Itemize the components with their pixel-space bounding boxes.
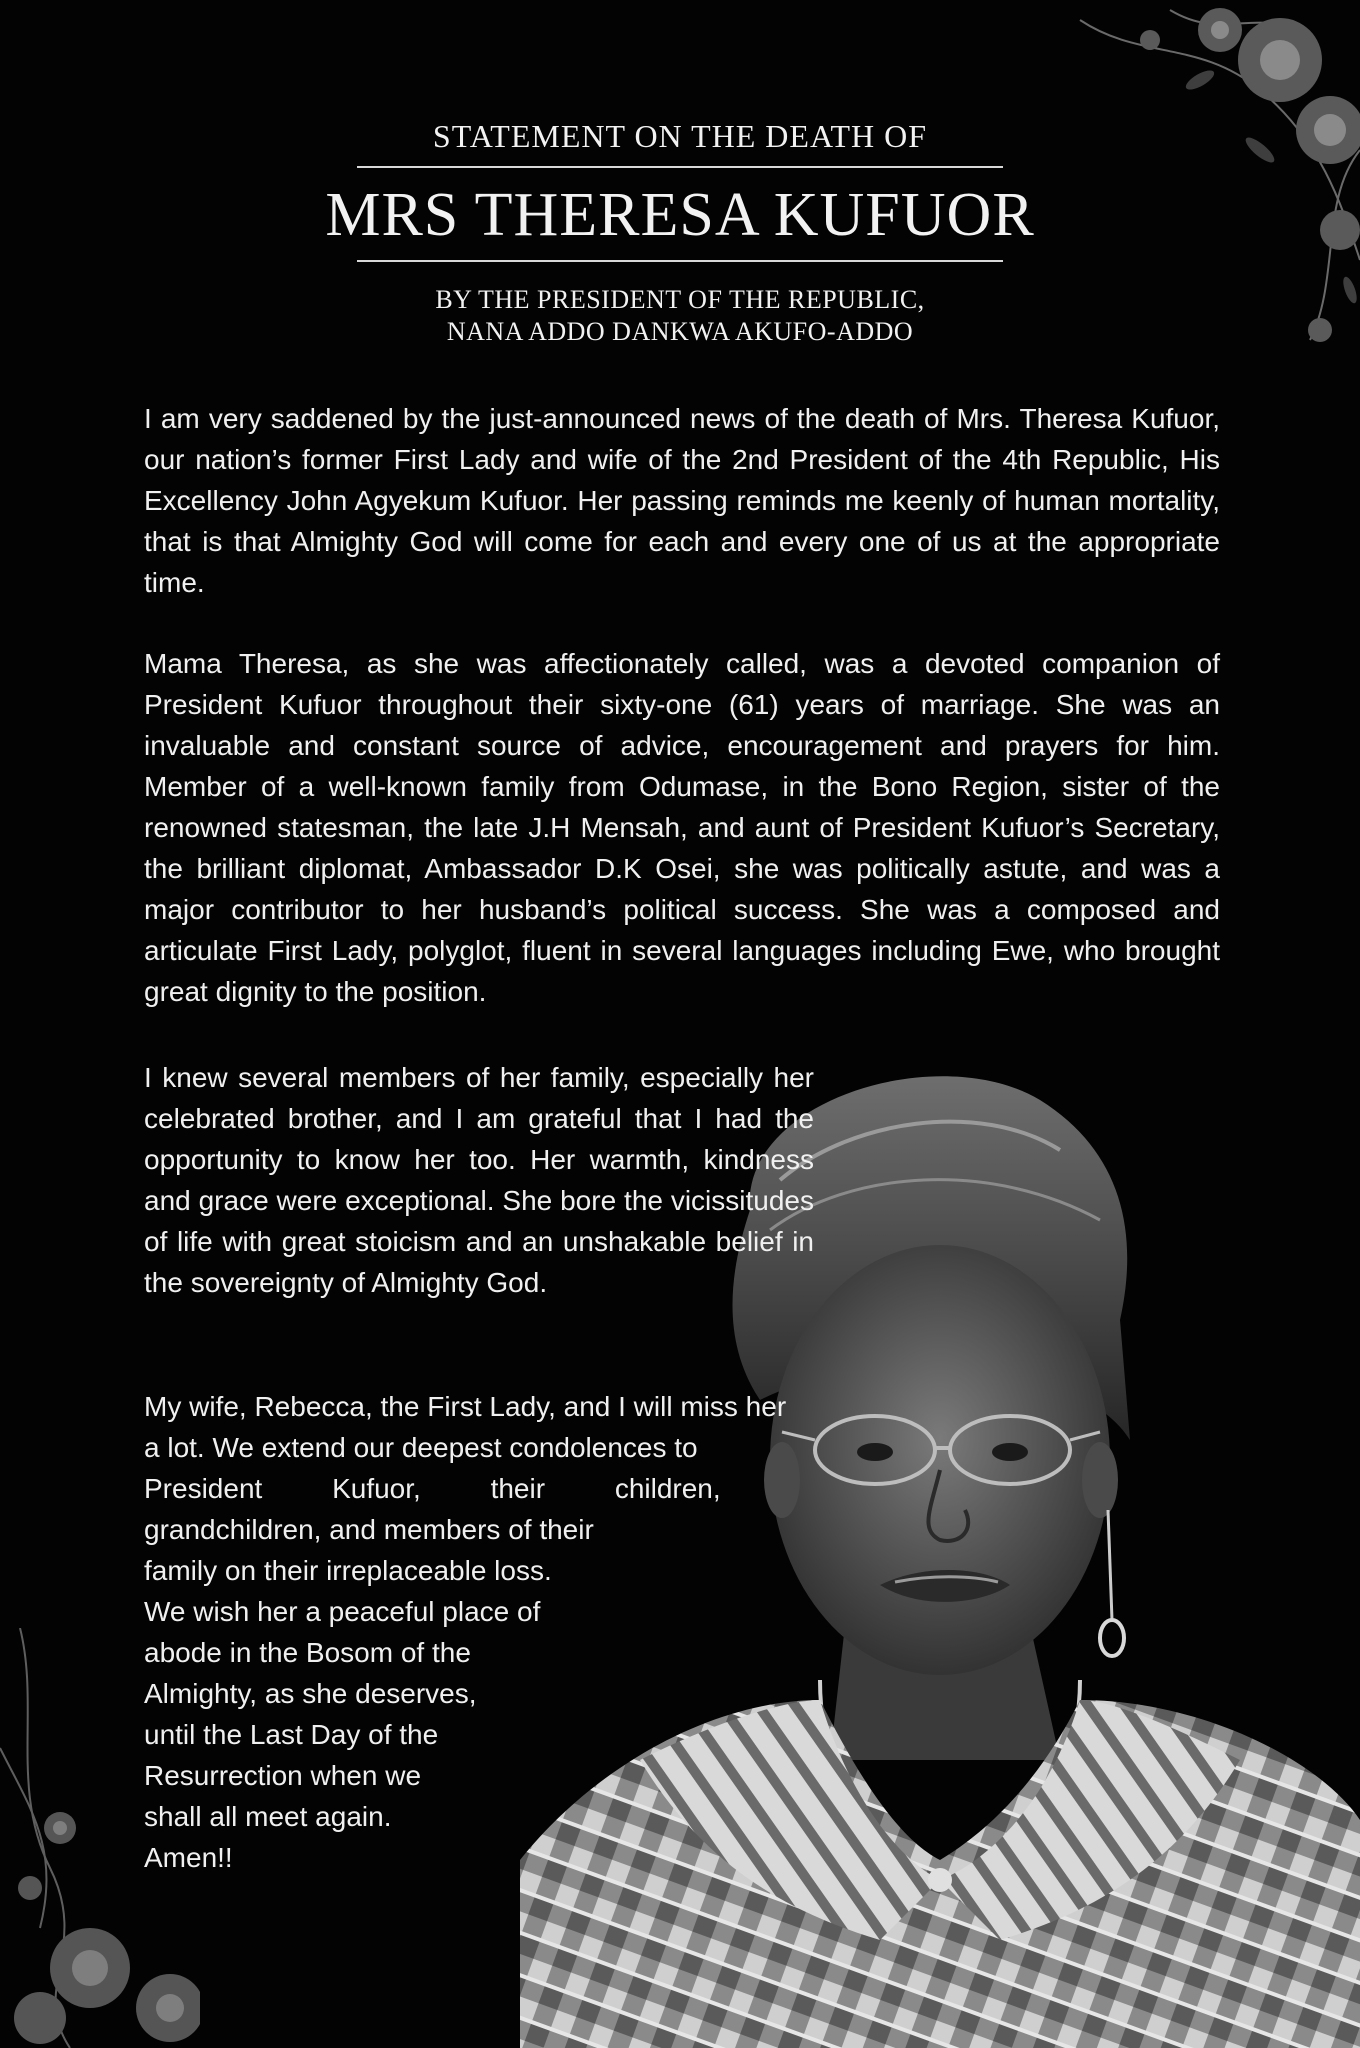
paragraph-1 [144,398,1220,603]
paragraph-3-text: I knew several members of her family, especially her celebrated brother, and I am grateful that I had the opportunity to know her too. Her warmth, kindness and grace were exceptional. She bore the vicissitudes of life with great stoicism and an unshakable belief in the sovereignty of Almighty God. [144,1062,814,1298]
paragraph-4-line: We wish her a peaceful place of [144,1596,541,1627]
header-rule-bottom [357,260,1003,262]
paragraph-4-line: Amen!! [144,1842,233,1873]
paragraph-1-text: I am very saddened by the just-announced news of the death of Mrs. Theresa Kufuor, our nation’s former First Lady and wife of the 2nd President of the 4th Republic, His Excellency John Agyekum Kufuor. Her passing reminds me keenly of human mortality, that is that Almighty God will come for each and every one of us at the appropriate time. [144,403,1220,598]
header-kicker: STATEMENT ON THE DEATH OF [432,118,928,154]
paragraph-2 [144,643,1220,1012]
paragraph-3 [144,1057,814,1303]
byline-line-2: NANA ADDO DANKWA AKUFO-ADDO [446,317,914,346]
paragraph-4-line: grandchildren, and members of their [144,1514,594,1545]
paragraph-4-line: Almighty, as she deserves, [144,1678,477,1709]
paragraph-2-text: Mama Theresa, as she was affectionately called, was a devoted companion of President Kufuor throughout their sixty-one (61) years of marriage. She was an invaluable and constant source of advice, encouragement and prayers for him. Member of a well-known family from Odumase, in the Bono Region, sister of the renowned statesman, the late J.H Mensah, and aunt of President Kufuor’s Secretary, the brilliant diplomat, Ambassador D.K Osei, she was politically astute, and was a major contributor to her husband’s political success. She was a composed and articulate First Lady, polyglot, fluent in several languages including Ewe, who brought great dignity to the position. [144,648,1220,1007]
paragraph-4-line: family on their irreplaceable loss. [144,1555,552,1586]
page-title: MRS THERESA KUFUOR [325,181,1035,249]
paragraph-4-line: shall all meet again. [144,1801,392,1832]
paragraph-4-line: until the Last Day of the [144,1719,439,1750]
paragraph-4-line: a lot. We extend our deepest condolences to [144,1432,698,1463]
paragraph-4-line: abode in the Bosom of the [144,1637,471,1668]
header-rule-top [357,166,1003,168]
byline-line-1: BY THE PRESIDENT OF THE REPUBLIC, [435,285,925,314]
paragraph-4-line: Resurrection when we [144,1760,422,1791]
paragraph-4 [144,1386,814,1878]
paragraph-4-line: My wife, Rebecca, the First Lady, and I will miss her [144,1391,787,1422]
header-byline [0,284,1360,348]
paragraph-4-line: President Kufuor, their children, [144,1473,721,1504]
